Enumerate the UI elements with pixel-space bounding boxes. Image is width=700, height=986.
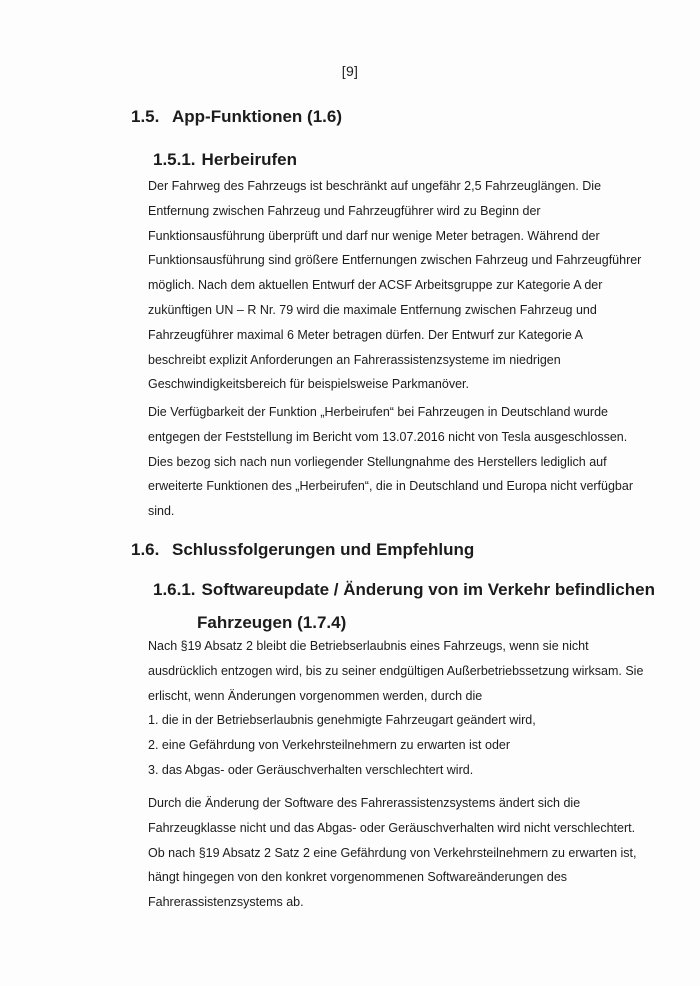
text-line: Entfernung zwischen Fahrzeug und Fahrzeugführer wird zu Beginn der: [148, 203, 541, 218]
text-line: Der Fahrweg des Fahrzeugs ist beschränkt auf ungefähr 2,5 Fahrzeuglängen. Die: [148, 179, 602, 193]
text-line: Die Verfügbarkeit der Funktion „Herbeirufen“ bei Fahrzeugen in Deutschland wurde: [148, 405, 608, 419]
text-line: Funktionsausführung überprüft und darf nur wenige Meter betragen. Während der: [148, 228, 600, 243]
text-line: möglich. Nach dem aktuellen Entwurf der ACSF Arbeitsgruppe zur Kategorie A der: [148, 278, 603, 293]
text-line: ausdrücklich entzogen wird, bis zu seiner endgültigen Außerbetriebssetzung wirksam. Sie: [148, 663, 644, 678]
heading-1-5-1: [153, 150, 297, 170]
text-line: Funktionsausführung sind größere Entfernungen zwischen Fahrzeug und Fahrzeugführer: [148, 253, 642, 268]
paragraph-betriebserlaubnis: [148, 634, 644, 783]
list-item: 2. eine Gefährdung von Verkehrsteilnehmern zu erwarten ist oder: [148, 738, 511, 753]
text-line: beschreibt explizit Anforderungen an Fahrerassistenzsysteme im niedrigen: [148, 352, 561, 367]
heading-number: 1.6.1.: [153, 580, 196, 599]
heading-1-5: [131, 107, 342, 127]
text-line: Durch die Änderung der Software des Fahrerassistenzsystems ändert sich die: [148, 796, 581, 810]
heading-number: 1.5.: [131, 107, 160, 126]
heading-1-6-1: [153, 580, 655, 633]
heading-title: Schlussfolgerungen und Empfehlung: [172, 540, 475, 559]
heading-title-line-2: Fahrzeugen (1.7.4): [197, 613, 347, 632]
text-line: entgegen der Feststellung im Bericht vom 13.07.2016 nicht von Tesla ausgeschlossen.: [148, 429, 628, 444]
list-item: 3. das Abgas- oder Geräuschverhalten verschlechtert wird.: [148, 762, 474, 777]
paragraph-softwareaenderung: [148, 791, 637, 915]
text-line: erlischt, wenn Änderungen vorgenommen werden, durch die: [148, 688, 483, 703]
text-line: Geschwindigkeitsbereich für beispielsweise Parkmanöver.: [148, 377, 469, 392]
text-line: Nach §19 Absatz 2 bleibt die Betriebserlaubnis eines Fahrzeugs, wenn sie nicht: [148, 639, 589, 653]
paragraph-herbeirufen-2: [148, 400, 633, 524]
heading-1-6: [131, 540, 474, 560]
text-line: zukünftigen UN – R Nr. 79 wird die maximale Entfernung zwischen Fahrzeug und: [148, 302, 597, 317]
text-line: hängt hingegen von den konkret vorgenommenen Softwareänderungen des: [148, 870, 568, 885]
paragraph-herbeirufen-1: [148, 174, 642, 397]
text-line: Dies bezog sich nach nun vorliegender Stellungnahme des Herstellers lediglich auf: [148, 454, 607, 469]
text-line: sind.: [148, 504, 175, 519]
heading-title: Herbeirufen: [201, 150, 297, 169]
heading-title-line-1: Softwareupdate / Änderung von im Verkehr befindlichen: [201, 580, 655, 599]
text-line: Fahrerassistenzsystems ab.: [148, 895, 304, 910]
text-line: erweiterte Funktionen des „Herbeirufen“, die in Deutschland und Europa nicht verfügbar: [148, 479, 633, 494]
text-line: Fahrzeugführer maximal 6 Meter betragen dürfen. Der Entwurf zur Kategorie A: [148, 327, 583, 342]
text-line: Ob nach §19 Absatz 2 Satz 2 eine Gefährdung von Verkehrsteilnehmern zu erwarten ist,: [148, 845, 637, 860]
list-item: 1. die in der Betriebserlaubnis genehmigte Fahrzeugart geändert wird,: [148, 713, 536, 728]
heading-title: App-Funktionen (1.6): [172, 107, 342, 126]
heading-number: 1.5.1.: [153, 150, 196, 169]
text-line: Fahrzeugklasse nicht und das Abgas- oder Geräuschverhalten wird nicht verschlechtert.: [148, 820, 636, 835]
page-number: [9]: [341, 63, 359, 79]
heading-number: 1.6.: [131, 540, 160, 559]
